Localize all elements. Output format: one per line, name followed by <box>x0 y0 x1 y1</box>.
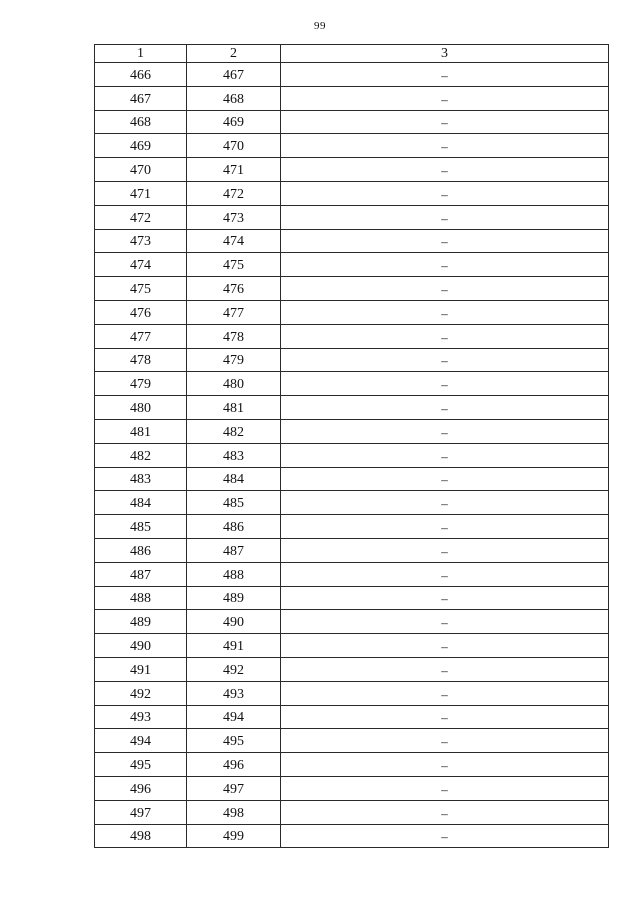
table-row <box>95 158 609 182</box>
table-cell-col-1: 478 <box>95 348 187 372</box>
table-row <box>95 824 609 848</box>
table-cell-col-3: – <box>281 158 609 182</box>
table-row <box>95 229 609 253</box>
table-cell-col-3: – <box>281 443 609 467</box>
table-cell-col-3: – <box>281 253 609 277</box>
table-row <box>95 705 609 729</box>
table-cell-col-3: – <box>281 657 609 681</box>
table-row <box>95 800 609 824</box>
table-cell-col-3: – <box>281 277 609 301</box>
table-cell-col-2: 493 <box>187 681 281 705</box>
table-cell-col-2: 499 <box>187 824 281 848</box>
table-cell-col-2: 473 <box>187 205 281 229</box>
table-row <box>95 729 609 753</box>
table-row <box>95 110 609 134</box>
table-cell-col-3: – <box>281 110 609 134</box>
table-cell-col-3: – <box>281 729 609 753</box>
table-cell-col-3: – <box>281 372 609 396</box>
table-cell-col-2: 494 <box>187 705 281 729</box>
table-row <box>95 467 609 491</box>
table-cell-col-3: – <box>281 538 609 562</box>
data-table <box>94 44 609 848</box>
table-cell-col-2: 481 <box>187 396 281 420</box>
table-cell-col-1: 474 <box>95 253 187 277</box>
table-cell-col-1: 470 <box>95 158 187 182</box>
table-cell-col-2: 476 <box>187 277 281 301</box>
table-cell-col-3: – <box>281 562 609 586</box>
table-cell-col-3: – <box>281 86 609 110</box>
column-header-3: 3 <box>281 45 609 63</box>
table-cell-col-2: 490 <box>187 610 281 634</box>
table-cell-col-3: – <box>281 348 609 372</box>
table-cell-col-2: 497 <box>187 776 281 800</box>
table-cell-col-3: – <box>281 705 609 729</box>
table-row <box>95 324 609 348</box>
table-cell-col-1: 476 <box>95 300 187 324</box>
table-cell-col-3: – <box>281 824 609 848</box>
table-cell-col-1: 482 <box>95 443 187 467</box>
table-cell-col-1: 480 <box>95 396 187 420</box>
table-cell-col-1: 466 <box>95 63 187 87</box>
table-cell-col-1: 483 <box>95 467 187 491</box>
table-row <box>95 205 609 229</box>
table-cell-col-1: 497 <box>95 800 187 824</box>
table-row <box>95 586 609 610</box>
table-cell-col-1: 472 <box>95 205 187 229</box>
table-row <box>95 372 609 396</box>
table-cell-col-1: 485 <box>95 515 187 539</box>
table-cell-col-1: 471 <box>95 181 187 205</box>
table-cell-col-3: – <box>281 300 609 324</box>
table-cell-col-3: – <box>281 515 609 539</box>
table-cell-col-3: – <box>281 753 609 777</box>
table-cell-col-2: 496 <box>187 753 281 777</box>
table-cell-col-2: 478 <box>187 324 281 348</box>
table-row <box>95 491 609 515</box>
table-cell-col-2: 467 <box>187 63 281 87</box>
table-cell-col-3: – <box>281 586 609 610</box>
table-cell-col-1: 492 <box>95 681 187 705</box>
table-cell-col-1: 477 <box>95 324 187 348</box>
column-header-2: 2 <box>187 45 281 63</box>
table-cell-col-1: 488 <box>95 586 187 610</box>
table-row <box>95 610 609 634</box>
table-cell-col-2: 468 <box>187 86 281 110</box>
table-cell-col-3: – <box>281 491 609 515</box>
table-row <box>95 396 609 420</box>
table-cell-col-2: 471 <box>187 158 281 182</box>
table-cell-col-1: 495 <box>95 753 187 777</box>
table-cell-col-2: 483 <box>187 443 281 467</box>
table-row <box>95 134 609 158</box>
table-cell-col-1: 473 <box>95 229 187 253</box>
table-cell-col-2: 485 <box>187 491 281 515</box>
table-cell-col-2: 480 <box>187 372 281 396</box>
table-cell-col-3: – <box>281 467 609 491</box>
table-cell-col-2: 472 <box>187 181 281 205</box>
table-body <box>95 63 609 848</box>
table-cell-col-1: 468 <box>95 110 187 134</box>
table-cell-col-3: – <box>281 396 609 420</box>
table-row <box>95 753 609 777</box>
table-cell-col-2: 479 <box>187 348 281 372</box>
table-cell-col-3: – <box>281 800 609 824</box>
table-cell-col-1: 479 <box>95 372 187 396</box>
table-cell-col-2: 469 <box>187 110 281 134</box>
table-cell-col-2: 492 <box>187 657 281 681</box>
table-cell-col-1: 487 <box>95 562 187 586</box>
table-cell-col-1: 498 <box>95 824 187 848</box>
table-cell-col-1: 469 <box>95 134 187 158</box>
table-row <box>95 634 609 658</box>
table-cell-col-1: 467 <box>95 86 187 110</box>
table-cell-col-3: – <box>281 419 609 443</box>
table-cell-col-2: 474 <box>187 229 281 253</box>
table-cell-col-1: 490 <box>95 634 187 658</box>
table-cell-col-2: 495 <box>187 729 281 753</box>
table-row <box>95 348 609 372</box>
table-row <box>95 253 609 277</box>
table-row <box>95 277 609 301</box>
table-row <box>95 63 609 87</box>
table-cell-col-3: – <box>281 229 609 253</box>
table-header-row <box>95 45 609 63</box>
table-row <box>95 515 609 539</box>
table-cell-col-1: 496 <box>95 776 187 800</box>
table-row <box>95 538 609 562</box>
table-cell-col-3: – <box>281 634 609 658</box>
table-cell-col-1: 481 <box>95 419 187 443</box>
table-cell-col-1: 493 <box>95 705 187 729</box>
table-row <box>95 181 609 205</box>
table-cell-col-3: – <box>281 63 609 87</box>
table-cell-col-2: 488 <box>187 562 281 586</box>
table-cell-col-2: 477 <box>187 300 281 324</box>
table-cell-col-3: – <box>281 681 609 705</box>
table-cell-col-3: – <box>281 610 609 634</box>
table-cell-col-3: – <box>281 134 609 158</box>
table-cell-col-2: 470 <box>187 134 281 158</box>
table-row <box>95 562 609 586</box>
table-row <box>95 300 609 324</box>
table-cell-col-3: – <box>281 181 609 205</box>
table-cell-col-1: 489 <box>95 610 187 634</box>
table-row <box>95 419 609 443</box>
table-cell-col-2: 482 <box>187 419 281 443</box>
table-row <box>95 657 609 681</box>
table-cell-col-3: – <box>281 205 609 229</box>
table-cell-col-1: 491 <box>95 657 187 681</box>
table-cell-col-2: 486 <box>187 515 281 539</box>
table-cell-col-1: 475 <box>95 277 187 301</box>
table-row <box>95 86 609 110</box>
table-row <box>95 681 609 705</box>
table-cell-col-3: – <box>281 324 609 348</box>
page-number: 99 <box>314 20 326 32</box>
table-cell-col-1: 486 <box>95 538 187 562</box>
table-cell-col-2: 475 <box>187 253 281 277</box>
table-cell-col-2: 487 <box>187 538 281 562</box>
table-cell-col-3: – <box>281 776 609 800</box>
table-row <box>95 776 609 800</box>
table-cell-col-2: 491 <box>187 634 281 658</box>
table-cell-col-2: 484 <box>187 467 281 491</box>
table-cell-col-2: 489 <box>187 586 281 610</box>
table-row <box>95 443 609 467</box>
column-header-1: 1 <box>95 45 187 63</box>
table-cell-col-1: 484 <box>95 491 187 515</box>
table-cell-col-1: 494 <box>95 729 187 753</box>
table-cell-col-2: 498 <box>187 800 281 824</box>
